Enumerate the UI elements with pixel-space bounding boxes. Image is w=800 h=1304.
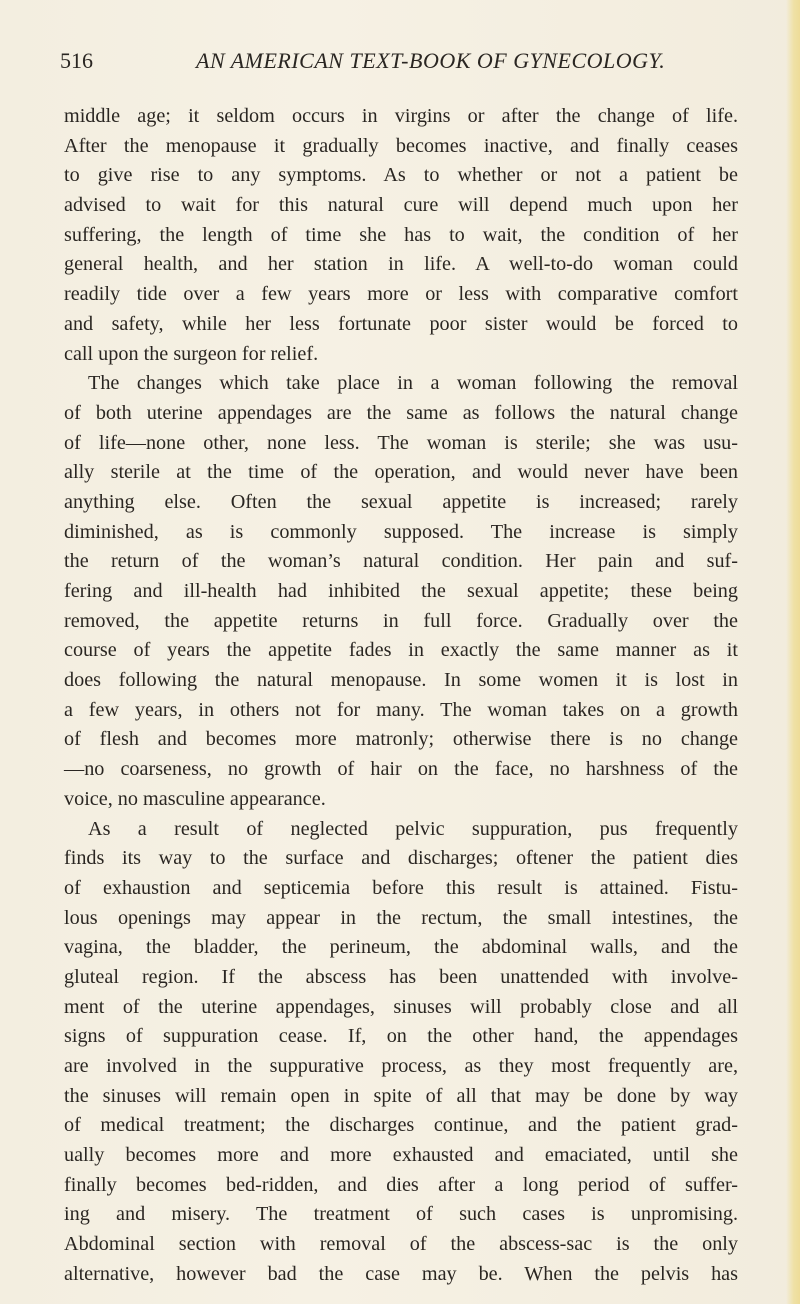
text-line: anything else. Often the sexual appetite is increased; rarely: [64, 490, 738, 513]
text-line: call upon the surgeon for relief.: [64, 342, 319, 365]
text-line: of exhaustion and septicemia before this result is attained. Fistu-: [64, 876, 738, 899]
text-line: The changes which take place in a woman following the removal: [88, 372, 738, 395]
text-line: course of years the appetite fades in exactly the same manner as it: [64, 639, 738, 662]
text-line: ment of the uterine appendages, sinuses will probably close and all: [64, 995, 738, 1018]
body-text: [64, 102, 738, 1290]
text-line: alternative, however bad the case may be. When the pelvis has: [64, 1262, 738, 1285]
text-line: readily tide over a few years more or less with comparative comfort: [64, 283, 738, 306]
text-line: of life—none other, none less. The woman is sterile; she was usu-: [64, 431, 738, 454]
running-head: [60, 46, 740, 76]
text-line: middle age; it seldom occurs in virgins or after the change of life.: [64, 105, 738, 127]
text-line: Abdominal section with removal of the abscess-sac is the only: [64, 1233, 738, 1256]
text-line: of flesh and becomes more matronly; otherwise there is no change: [64, 728, 738, 751]
text-line: are involved in the suppurative process, as they most frequently are,: [64, 1055, 738, 1077]
page-number: 516: [60, 48, 93, 73]
page-edge-shading: [786, 0, 800, 1304]
running-head-title: AN AMERICAN TEXT-BOOK OF GYNECOLOGY.: [196, 48, 666, 73]
text-line: removed, the appetite returns in full force. Gradually over the: [64, 609, 738, 632]
text-line: of medical treatment; the discharges continue, and the patient grad-: [64, 1114, 738, 1137]
text-line: finally becomes bed-ridden, and dies after a long period of suffer-: [64, 1173, 738, 1196]
text-line: the return of the woman’s natural condition. Her pain and suf-: [64, 550, 738, 573]
text-line: ually becomes more and more exhausted and emaciated, until she: [64, 1144, 738, 1167]
text-line: a few years, in others not for many. The woman takes on a growth: [64, 698, 738, 721]
text-line: After the menopause it gradually becomes inactive, and finally ceases: [64, 134, 738, 157]
text-line: does following the natural menopause. In some women it is lost in: [64, 669, 738, 692]
text-line: suffering, the length of time she has to wait, the condition of her: [64, 223, 738, 246]
text-line: ing and misery. The treatment of such cases is unpromising.: [64, 1203, 738, 1226]
text-line: fering and ill-health had inhibited the sexual appetite; these being: [64, 580, 738, 602]
text-line: of both uterine appendages are the same as follows the natural change: [64, 401, 738, 424]
text-line: As a result of neglected pelvic suppuration, pus frequently: [88, 817, 738, 840]
text-line: ally sterile at the time of the operation, and would never have been: [64, 461, 738, 484]
text-line: advised to wait for this natural cure will depend much upon her: [64, 194, 738, 217]
text-line: voice, no masculine appearance.: [64, 787, 326, 810]
text-line: —no coarseness, no growth of hair on the face, no harshness of the: [64, 758, 738, 781]
text-line: lous openings may appear in the rectum, the small intestines, the: [64, 906, 738, 929]
text-line: general health, and her station in life. A well-to-do woman could: [64, 253, 738, 276]
text-line: the sinuses will remain open in spite of all that may be done by way: [64, 1084, 738, 1107]
text-line: signs of suppuration cease. If, on the other hand, the appendages: [64, 1025, 738, 1048]
text-line: vagina, the bladder, the perineum, the abdominal walls, and the: [64, 936, 738, 959]
text-line: finds its way to the surface and discharges; oftener the patient dies: [64, 847, 738, 870]
text-line: to give rise to any symptoms. As to whether or not a patient be: [64, 164, 738, 187]
text-line: gluteal region. If the abscess has been unattended with involve-: [64, 965, 738, 988]
text-line: diminished, as is commonly supposed. The increase is simply: [64, 520, 738, 543]
text-line: and safety, while her less fortunate poor sister would be forced to: [64, 312, 738, 335]
